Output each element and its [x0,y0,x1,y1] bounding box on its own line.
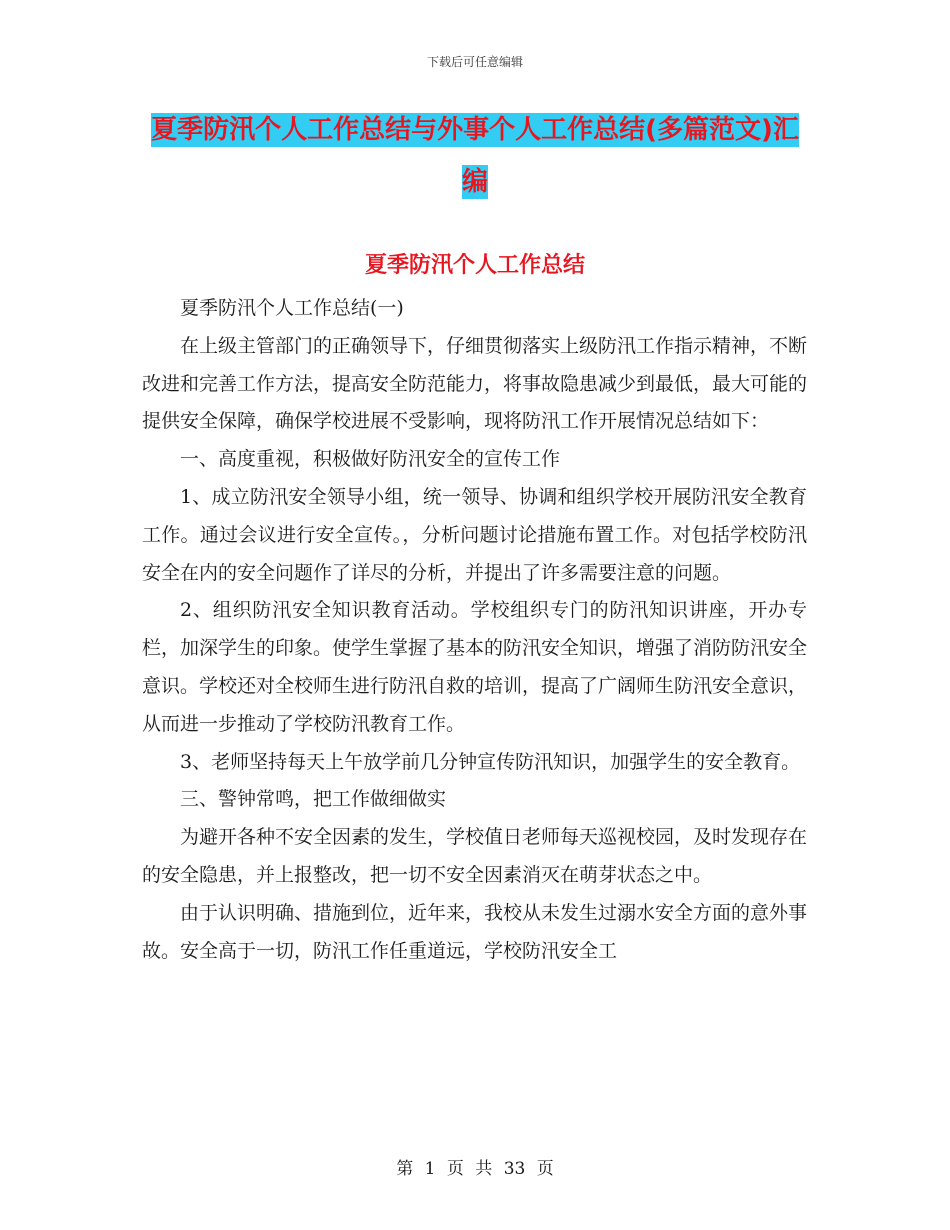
header-note: 下载后可任意编辑 [426,55,523,69]
document-title [145,104,805,208]
page-footer: 第 1 页 共 33 页 [396,1159,554,1179]
paragraph: 三、警钟常鸣，把工作做细做实 [180,788,447,811]
paragraph: 夏季防汛个人工作总结(一) [180,297,404,319]
paragraph: 为避开各种不安全因素的发生，学校值日老师每天巡视校园，及时发现存在的安全隐患，并上报整改，把一切不安全因素消灭在萌芽状态之中。 [142,826,808,886]
paragraph: 2、组织防汛安全知识教育活动。学校组织专门的防汛知识讲座，开办专栏，加深学生的印象。使学生掌握了基本的防汛安全知识，增强了消防防汛安全意识。学校还对全校师生进行防汛自救的培训，提高了广阔师生防汛安全意识，从而进一步推动了学校防汛教育工作。 [142,599,808,735]
paragraph: 1、成立防汛安全领导小组，统一领导、协调和组织学校开展防汛安全教育工作。通过会议进行安全宣传。，分析问题讨论措施布置工作。对包括学校防汛安全在内的安全问题作了详尽的分析，并提出了许多需要注意的问题。 [142,485,807,584]
paragraph: 3、老师坚持每天上午放学前几分钟宣传防汛知识，加强学生的安全教育。 [180,750,801,773]
document-body [142,290,807,970]
paragraph: 由于认识明确、措施到位，近年来，我校从未发生过溺水安全方面的意外事故。安全高于一切，防汛工作任重道远，学校防汛安全工 [142,901,808,962]
section-title: 夏季防汛个人工作总结 [364,253,585,278]
paragraph: 在上级主管部门的正确领导下，仔细贯彻落实上级防汛工作指示精神，不断改进和完善工作方法，提高安全防范能力，将事故隐患减少到最低，最大可能的提供安全保障，确保学校进展不受影响，现将防汛工作开展情况总结如下： [142,334,808,433]
document-title-highlight: 夏季防汛个人工作总结与外事个人工作总结(多篇范文)汇编 [151,115,799,197]
paragraph: 一、高度重视，积极做好防汛安全的宣传工作 [180,448,561,471]
